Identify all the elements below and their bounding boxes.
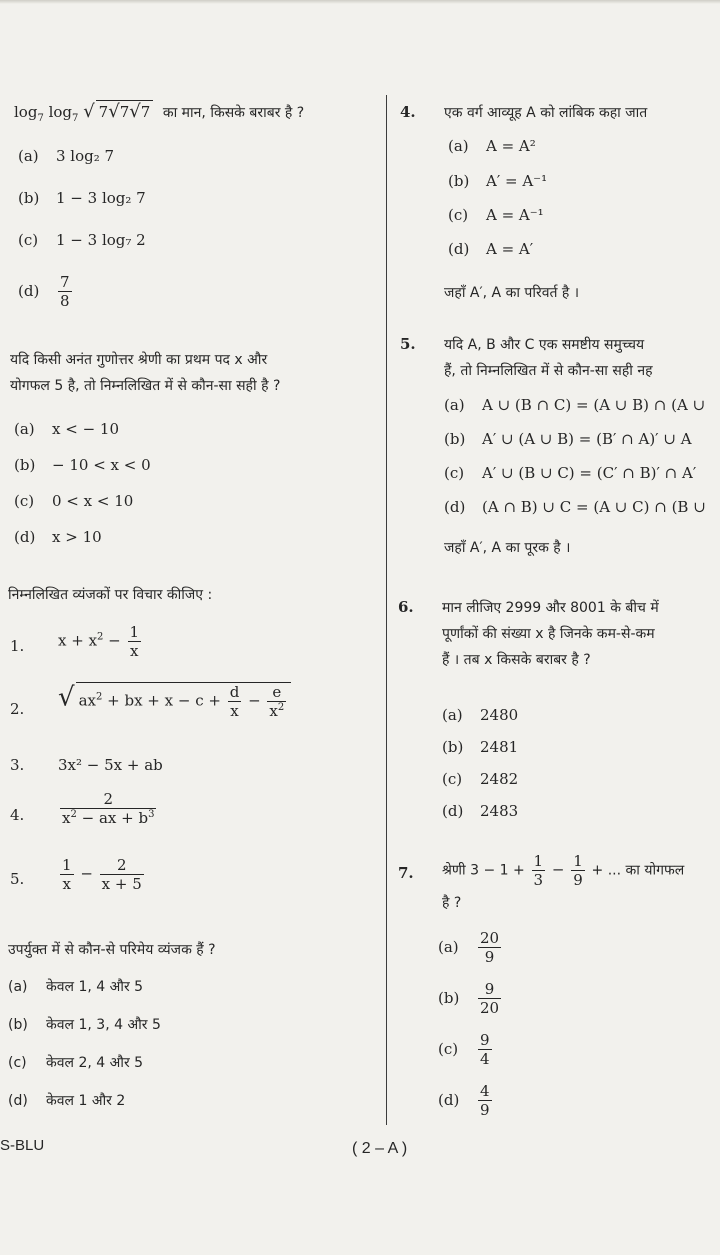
q6-option-a: (a) 2480 [442,706,519,724]
q6-stem-line2: पूर्णांकों की संख्या x है जिनके कम-से-कम [442,626,655,642]
q3-item-1-number: 1. [10,637,25,655]
q3-option-a: (a) केवल 1, 4 और 5 [8,979,144,995]
q2-option-c: (c) 0 < x < 10 [14,492,134,510]
q3-item-5-number: 5. [10,870,25,888]
q3-item-1-expr: $x + x^2$ − $\frac{1}{x}$ [58,623,140,660]
q1-stem: $\log_7 \log_7$ √ 7√7√7 का मान, किसके बराबर है ? [14,101,305,124]
q2-option-d: (d) x > 10 [14,528,102,546]
q7-stem-line2: है ? [442,895,462,911]
q4-option-a: (a) A = A² [448,137,536,155]
booklet-code: S-BLU [0,1137,45,1154]
q3-option-c: (c) केवल 2, 4 और 5 [8,1055,144,1071]
q7-option-b: (b) $\frac{9}{20}$ [438,980,500,1017]
q7-stem: श्रेणी 3 − 1 + $\frac{1}{3}$ − $\frac{1}{9}$ + ... का योगफल [442,852,685,889]
q3-option-d: (d) केवल 1 और 2 [8,1093,126,1109]
q3-item-5-expr: $\frac{1}{x}$ − $\frac{2}{x + 5}$ [62,856,142,893]
q5-option-b: (b) A′ ∪ (A ∪ B) = (B′ ∩ A)′ ∪ A [444,430,692,448]
q1-option-c: (c) 1 − 3 log₇ 2 [18,231,146,249]
q7-option-d: (d) $\frac{4}{9}$ [438,1082,490,1119]
q1-option-b: (b) 1 − 3 log₂ 7 [18,189,146,207]
q4-stem: एक वर्ग आव्यूह A को लांबिक कहा जात [444,105,648,121]
q4-option-d: (d) A = A′ [448,240,534,258]
q2-option-b: (b) − 10 < x < 0 [14,456,151,474]
q7-option-a: (a) $\frac{20}{9}$ [438,929,500,966]
q3-intro: निम्नलिखित व्यंजकों पर विचार कीजिए : [8,587,213,603]
q1-option-d: (d) $\frac{7}{8}$ [18,273,70,310]
q3-item-3-number: 3. [10,756,25,774]
q7-option-c: (c) $\frac{9}{4}$ [438,1031,490,1068]
q3-item-2-expr: √ $ax^2$ + bx + x − c + $\frac{d}{x}$ − $\frac{e}{x^2}$ [58,682,291,720]
left-column [0,0,386,1130]
q4-option-c: (c) A = A⁻¹ [448,206,544,224]
q5-option-d: (d) (A ∩ B) ∪ C = (A ∪ C) ∩ (B ∪ [444,498,706,516]
q7-number: 7. [398,864,414,882]
q6-stem-line3: हैं । तब x किसके बराबर है ? [442,652,591,668]
q2-option-a: (a) x < − 10 [14,420,119,438]
q4-note: जहाँ A′, A का परिवर्त है । [444,285,580,301]
q4-option-b: (b) A′ = A⁻¹ [448,172,548,190]
q5-stem-line2: हैं, तो निम्नलिखित में से कौन-सा सही नह [444,363,653,379]
q3-option-b: (b) केवल 1, 3, 4 और 5 [8,1017,161,1033]
q3-item-3-expr: 3x² − 5x + ab [58,756,163,774]
q6-option-b: (b) 2481 [442,738,519,756]
page-number: ( 2 – A ) [352,1140,408,1157]
q5-number: 5. [400,335,416,353]
q3-item-4-expr: $\frac{2}{x^2 - ax + b^3}$ [62,790,155,827]
q5-stem-line1: यदि A, B और C एक समष्टीय समुच्चय [444,337,645,353]
q3-item-4-number: 4. [10,806,25,824]
q5-option-c: (c) A′ ∪ (B ∪ C) = (C′ ∩ B)′ ∩ A′ [444,464,697,482]
q6-option-d: (d) 2483 [442,802,519,820]
q5-option-a: (a) A ∪ (B ∩ C) = (A ∪ B) ∩ (A ∪ [444,396,706,414]
right-column [398,0,720,1130]
q6-stem-line1: मान लीजिए 2999 और 8001 के बीच में [442,600,659,616]
q6-option-c: (c) 2482 [442,770,519,788]
q3-item-2-number: 2. [10,700,25,718]
q4-number: 4. [400,103,416,121]
q3-question: उपर्युक्त में से कौन-से परिमेय व्यंजक हैं ? [8,942,216,958]
column-divider [386,95,387,1125]
q1-option-a: (a) 3 log₂ 7 [18,147,115,165]
q2-stem-line1: यदि किसी अनंत गुणोत्तर श्रेणी का प्रथम पद x और [10,352,268,368]
q6-number: 6. [398,598,414,616]
q2-stem-line2: योगफल 5 है, तो निम्नलिखित में से कौन-सा सही है ? [10,378,281,394]
q5-note: जहाँ A′, A का पूरक है । [444,540,571,556]
